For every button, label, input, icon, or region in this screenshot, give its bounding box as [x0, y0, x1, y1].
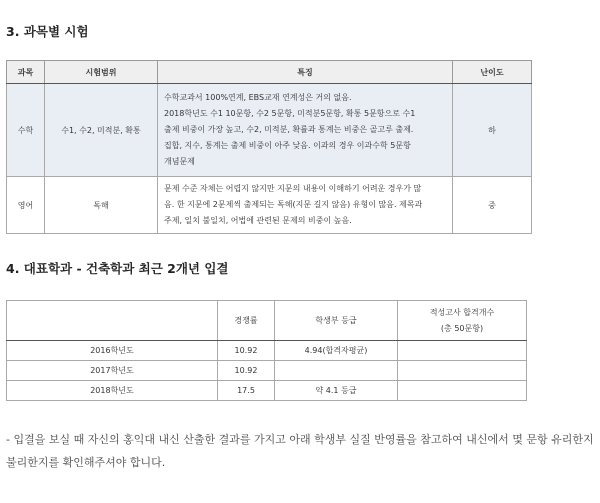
section-title-subject-exam: 3. 과목별 시험 — [6, 24, 89, 39]
feature-line: 출제 비중이 가장 높고, 수2, 미적분, 확률과 통계는 비중은 골고루 출제. — [164, 125, 414, 134]
cell-grade: 약 4.1 등급 — [275, 381, 398, 401]
header-pass-count-line1: 적성고사 합격개수 (총 50문항) — [429, 307, 495, 333]
header-subject: 과목 — [7, 61, 45, 84]
header-difficulty: 난이도 — [453, 61, 532, 84]
table-row-english — [7, 177, 532, 234]
cell-grade — [275, 361, 398, 381]
feature-line: 음. 한 지문에 2문제씩 출제되는 독해(지문 길지 않음) 유형이 많음. 제목과 — [164, 200, 423, 209]
header-features: 특징 — [158, 61, 453, 84]
header-ratio: 경쟁률 — [218, 301, 275, 341]
feature-line: 주제, 일치 불일치, 어법에 관련된 문제의 비중이 높음. — [164, 216, 352, 225]
cell-difficulty: 하 — [453, 84, 532, 177]
table-row-math — [7, 84, 532, 177]
table-row — [7, 341, 527, 361]
cell-pass-count — [398, 361, 527, 381]
cell-ratio: 10.92 — [218, 341, 275, 361]
cell-year: 2016학년도 — [7, 341, 218, 361]
header-pass-count — [398, 301, 527, 341]
admission-note: - 입결을 보실 때 자신의 홍익대 내신 산출한 결과를 가지고 아래 학생부 실질 반영률을 참고하여 내신에서 몇 문항 유리한지 불리한지를 확인해주셔야 합니다. — [6, 433, 594, 469]
cell-grade: 4.94(합격자평균) — [275, 341, 398, 361]
cell-ratio: 10.92 — [218, 361, 275, 381]
feature-line: 2018학년도 수1 10문항, 수2 5문항, 미적분5문항, 확통 5문항으로 수1 — [164, 109, 416, 118]
cell-features — [158, 177, 453, 234]
table-header-row — [7, 61, 532, 84]
feature-line: 개념문제 — [164, 157, 195, 166]
cell-pass-count — [398, 341, 527, 361]
section-title-admission-results: 4. 대표학과 - 건축학과 최근 2개년 입결 — [6, 261, 229, 276]
cell-ratio: 17.5 — [218, 381, 275, 401]
cell-features — [158, 84, 453, 177]
cell-difficulty: 중 — [453, 177, 532, 234]
table-row — [7, 361, 527, 381]
table-header-row — [7, 301, 527, 341]
cell-pass-count — [398, 381, 527, 401]
admission-results-table — [6, 300, 527, 401]
header-range: 시험범위 — [45, 61, 158, 84]
cell-year: 2018학년도 — [7, 381, 218, 401]
cell-subject: 영어 — [7, 177, 45, 234]
header-blank — [7, 301, 218, 341]
cell-subject: 수학 — [7, 84, 45, 177]
table-row — [7, 381, 527, 401]
cell-range: 수1, 수2, 미적분, 확통 — [45, 84, 158, 177]
header-grade: 학생부 등급 — [275, 301, 398, 341]
cell-year: 2017학년도 — [7, 361, 218, 381]
feature-line: 수학교과서 100%연계, EBS교재 연계성은 거의 없음. — [164, 93, 352, 102]
subject-exam-table — [6, 60, 532, 234]
cell-range: 독해 — [45, 177, 158, 234]
feature-line: 문제 수준 자체는 어렵지 않지만 지문의 내용이 이해하기 어려운 경우가 많 — [164, 184, 422, 193]
feature-line: 집합, 지수, 통계는 출제 비중이 아주 낮음. 이과의 경우 이과수학 5문항 — [164, 141, 411, 150]
